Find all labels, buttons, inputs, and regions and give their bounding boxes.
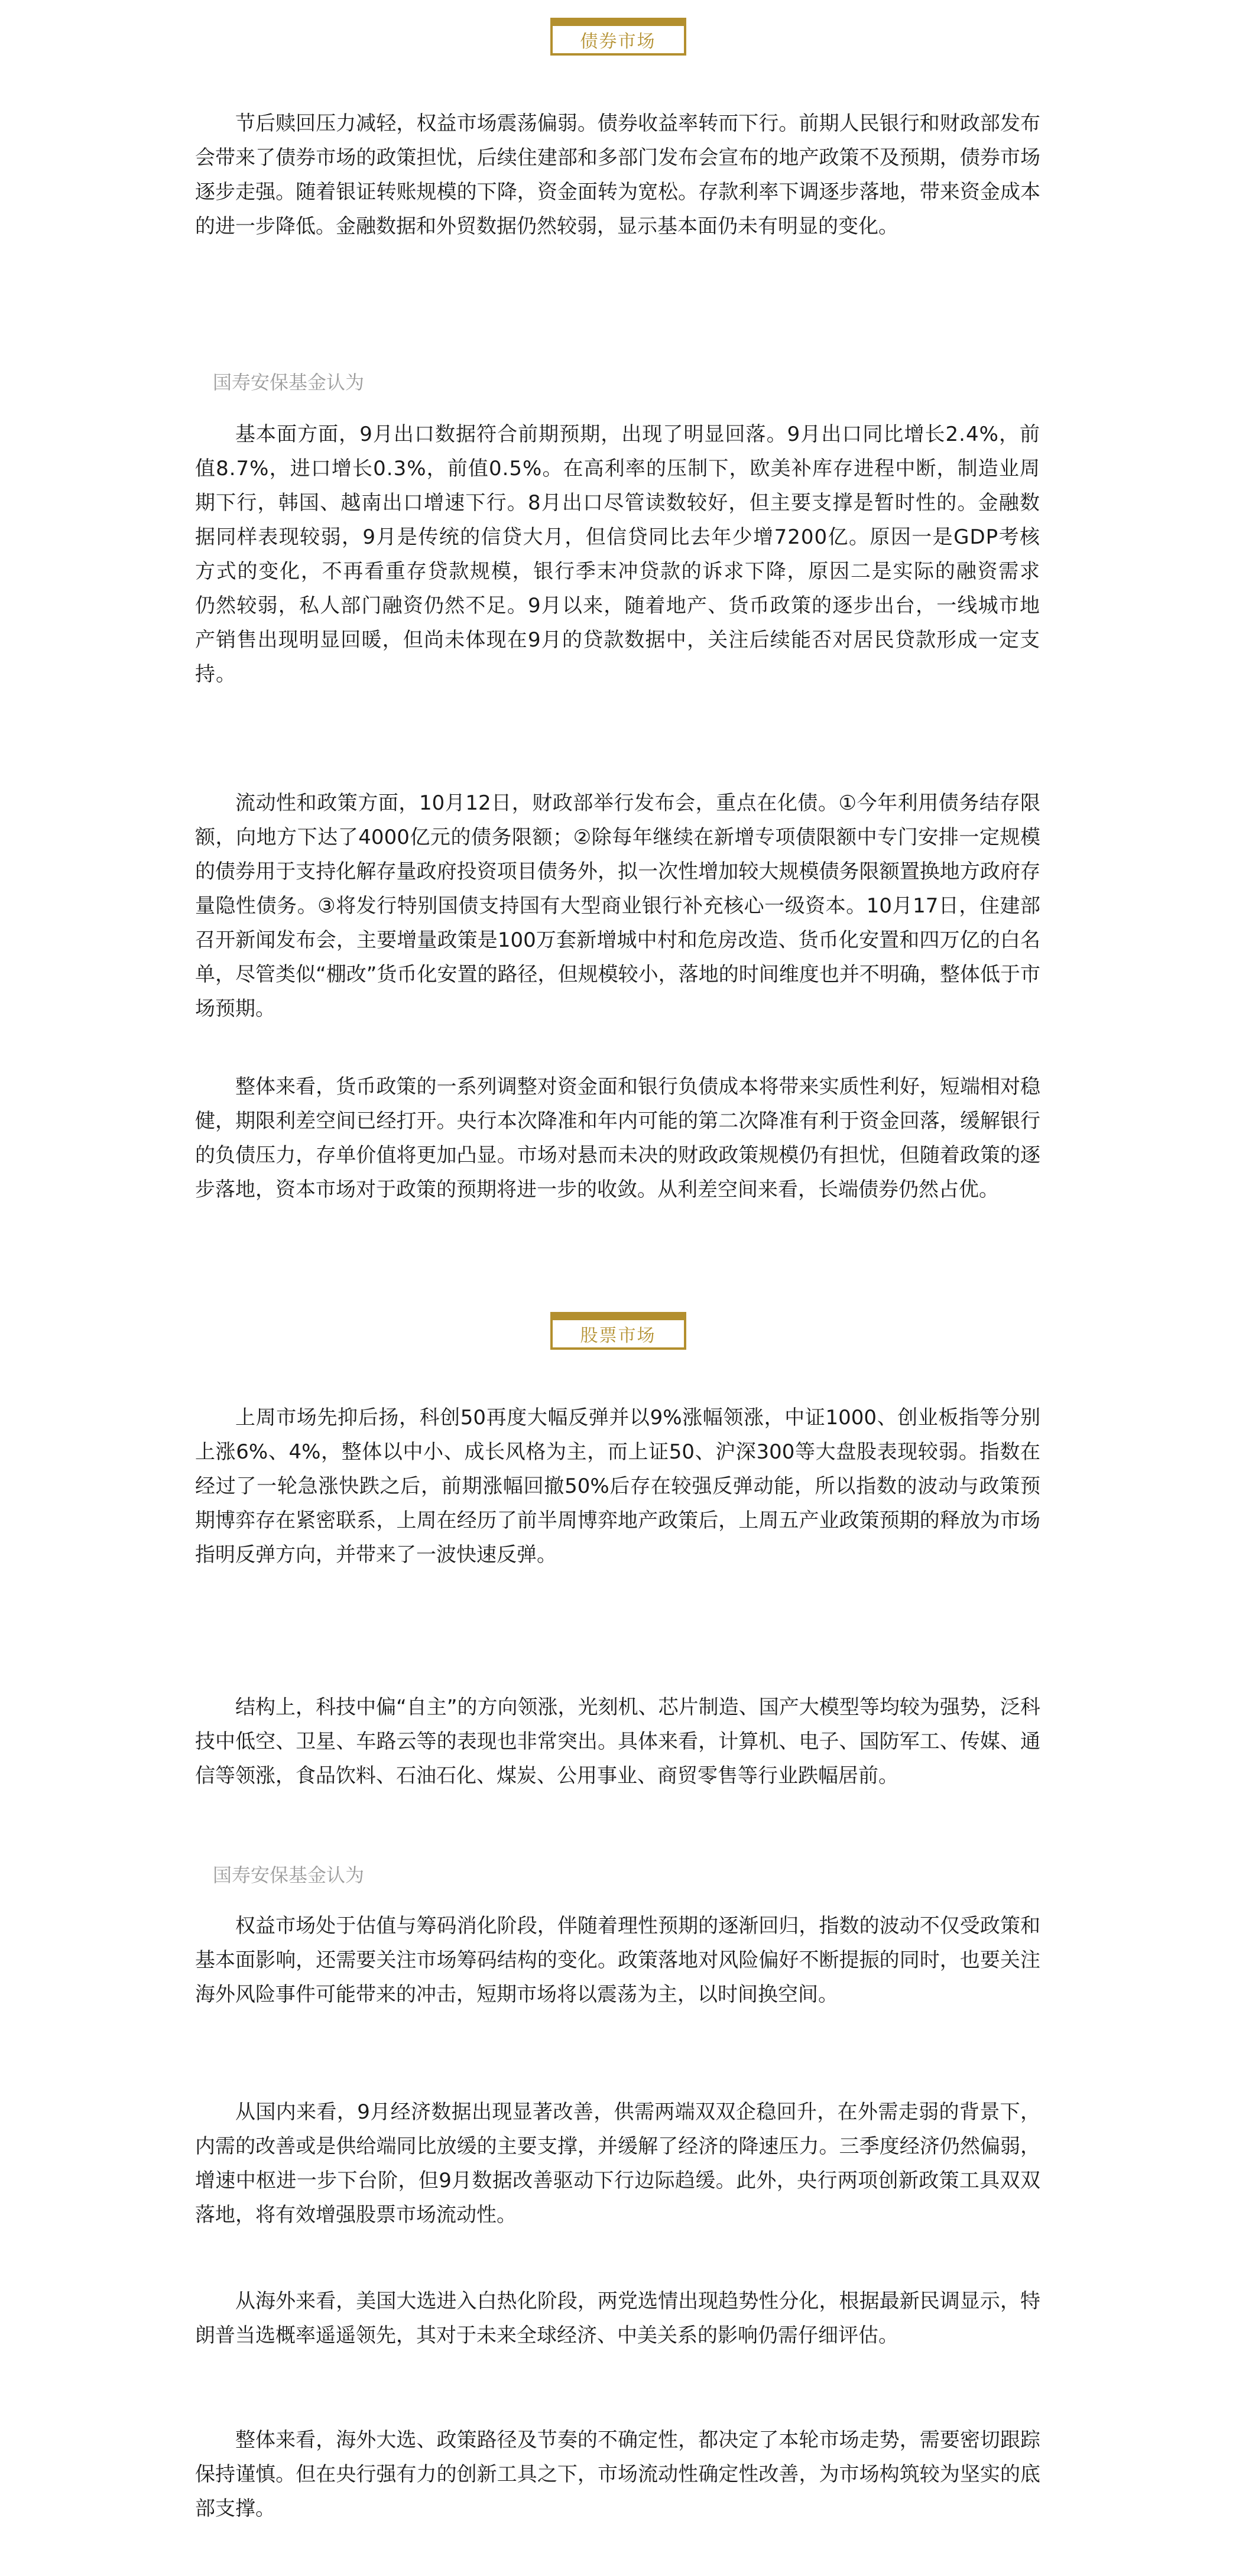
stock-summary-paragraph: 整体来看，海外大选、政策路径及节奏的不确定性，都决定了本轮市场走势，需要密切跟踪保持谨慎。但在央行强有力的创新工具之下，市场流动性确定性改善，为市场构筑较为坚实的底部支撑。 (195, 2428, 1040, 2520)
bond-fundamentals-paragraph: 基本面方面，9月出口数据符合前期预期，出现了明显回落。9月出口同比增长2.4%，前值8.7%，进口增长0.3%，前值0.5%。在高利率的压制下，欧美补库存进程中断，制造业周期下行，韩国、越南出口增速下行。8月出口尽管读数较好，但主要支撑是暂时性的。金融数据同样表现较弱，9月是传统的信贷大月，但信贷同比去年少增7200亿。原因一是GDP考核方式的变化，不再看重存贷款规模，银行季末冲贷款的诉求下降，原因二是实际的融资需求仍然较弱，私人部门融资仍然不足。9月以来，随着地产、货币政策的逐步出台，一线城市地产销售出现明显回暖，但尚未体现在9月的贷款数据中，关注后续能否对居民贷款形成一定支持。 (195, 423, 1040, 686)
bond-view-label: 国寿安保基金认为 (213, 371, 365, 394)
stock-structure-paragraph: 结构上，科技中偏“自主”的方向领涨，光刻机、芯片制造、国产大模型等均较为强势，泛科技中低空、卫星、车路云等的表现也非常突出。具体来看，计算机、电子、国防军工、传媒、通信等领涨，食品饮料、石油石化、煤炭、公用事业、商贸零售等行业跌幅居前。 (195, 1695, 1040, 1788)
stock-overseas-paragraph: 从海外来看，美国大选进入白热化阶段，两党选情出现趋势性分化，根据最新民调显示，特朗普当选概率遥遥领先，其对于未来全球经济、中美关系的影响仍需仔细评估。 (195, 2289, 1040, 2347)
stock-market-badge (550, 1312, 686, 1350)
stock-market-title: 股票市场 (580, 1326, 656, 1346)
bond-intro-paragraph: 节后赎回压力减轻，权益市场震荡偏弱。债券收益率转而下行。前期人民银行和财政部发布会带来了债券市场的政策担忧，后续住建部和多部门发布会宣布的地产政策不及预期，债券市场逐步走强。随着银证转账规模的下降，资金面转为宽松。存款利率下调逐步落地，带来资金成本的进一步降低。金融数据和外贸数据仍然较弱，显示基本面仍未有明显的变化。 (195, 112, 1040, 238)
stock-valuation-paragraph: 权益市场处于估值与筹码消化阶段，伴随着理性预期的逐渐回归，指数的波动不仅受政策和基本面影响，还需要关注市场筹码结构的变化。政策落地对风险偏好不断提振的同时，也要关注海外风险事件可能带来的冲击，短期市场将以震荡为主，以时间换空间。 (195, 1914, 1040, 2006)
stock-domestic-paragraph: 从国内来看，9月经济数据出现显著改善，供需两端双双企稳回升，在外需走弱的背景下，内需的改善或是供给端同比放缓的主要支撑，并缓解了经济的降速压力。三季度经济仍然偏弱，增速中枢进一步下台阶，但9月数据改善驱动下行边际趋缓。此外，央行两项创新政策工具双双落地，将有效增强股票市场流动性。 (195, 2100, 1040, 2227)
bond-summary-paragraph: 整体来看，货币政策的一系列调整对资金面和银行负债成本将带来实质性利好，短端相对稳健，期限利差空间已经打开。央行本次降准和年内可能的第二次降准有利于资金回落，缓解银行的负债压力，存单价值将更加凸显。市场对悬而未决的财政政策规模仍有担忧，但随着政策的逐步落地，资本市场对于政策的预期将进一步的收敛。从利差空间来看，长端债券仍然占优。 (195, 1075, 1040, 1201)
bond-market-title: 债券市场 (580, 31, 656, 52)
bond-market-badge (550, 18, 686, 56)
stock-intro-paragraph: 上周市场先抑后扬，科创50再度大幅反弹并以9%涨幅领涨，中证1000、创业板指等分别上涨6%、4%，整体以中小、成长风格为主，而上证50、沪深300等大盘股表现较弱。指数在经过了一轮急涨快跌之后，前期涨幅回撤50%后存在较强反弹动能，所以指数的波动与政策预期博弈存在紧密联系，上周在经历了前半周博弈地产政策后，上周五产业政策预期的释放为市场指明反弹方向，并带来了一波快速反弹。 (195, 1406, 1040, 1567)
bond-liquidity-paragraph: 流动性和政策方面，10月12日，财政部举行发布会，重点在化债。①今年利用债务结存限额，向地方下达了4000亿元的债务限额；②除每年继续在新增专项债限额中专门安排一定规模的债券用于支持化解存量政府投资项目债务外，拟一次性增加较大规模债务限额置换地方政府存量隐性债务。③将发行特别国债支持国有大型商业银行补充核心一级资本。10月17日，住建部召开新闻发布会，主要增量政策是100万套新增城中村和危房改造、货币化安置和四万亿的白名单，尽管类似“棚改”货币化安置的路径，但规模较小，落地的时间维度也并不明确，整体低于市场预期。 (195, 791, 1040, 1021)
stock-view-label: 国寿安保基金认为 (213, 1864, 365, 1886)
